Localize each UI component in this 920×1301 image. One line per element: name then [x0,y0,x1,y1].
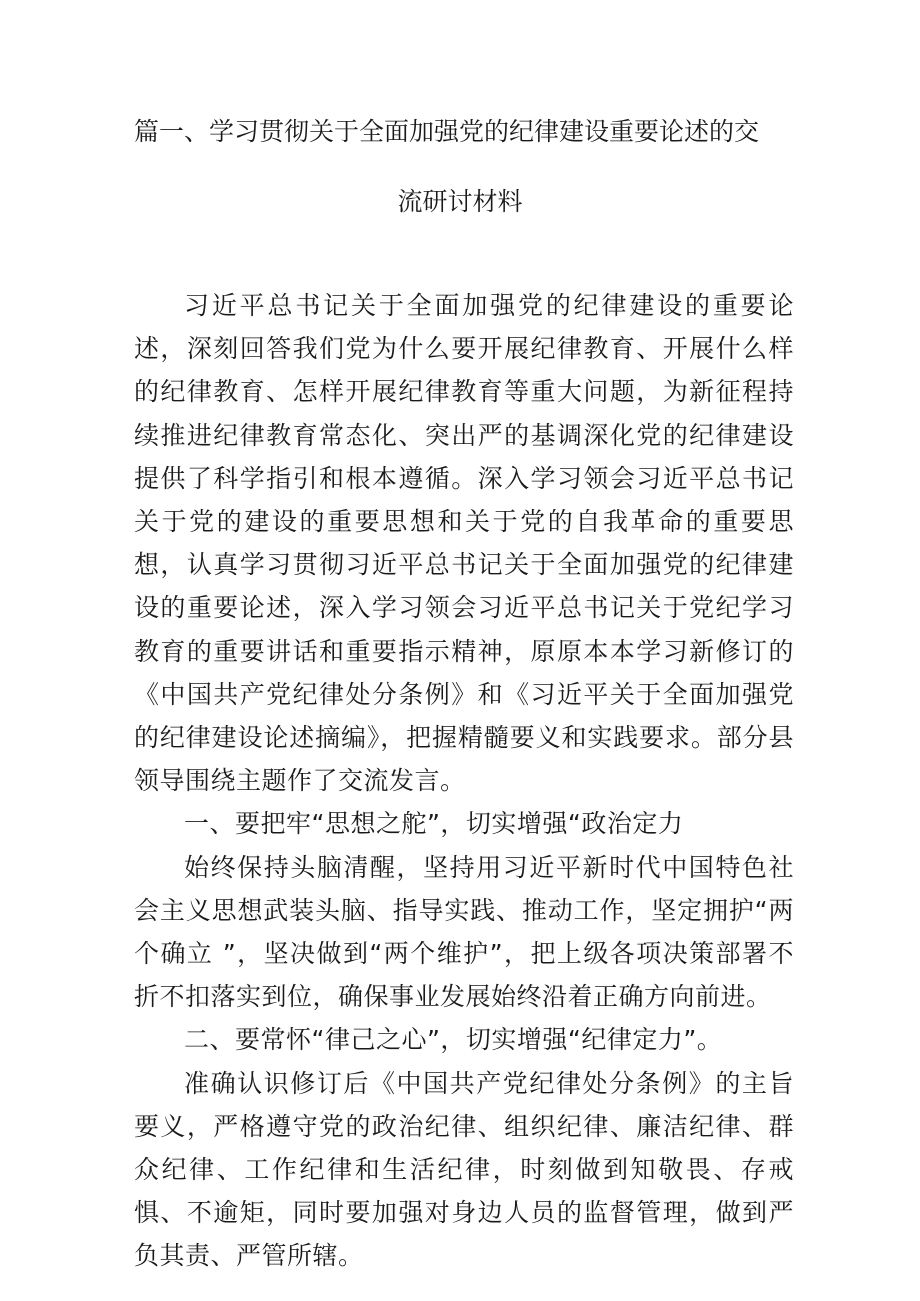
section-heading-1: 一、要把牢“思想之舵”，切实增强“政治定力 [184,809,684,839]
section-heading-2: 二、要常怀“律己之心”，切实增强“纪律定力”。 [184,1025,723,1055]
body-paragraph-section-1: 始终保持头脑清醒，坚持用习近平新时代中国特色社会主义思想武装头脑、指导实践、推动工作，坚定拥护“两个确立 ”，坚决做到“两个维护”，把上级各项决策部署不折不扣落实到位，确保事业发展始终沿着正确方向前进。 [134,852,794,1012]
body-paragraph-section-2: 准确认识修订后《中国共产党纪律处分条例》的主旨要义，严格遵守党的政治纪律、组织纪律、廉洁纪律、群众纪律、工作纪律和生活纪律，时刻做到知敬畏、存戒惧、不逾矩，同时要加强对身边人员的监督管理，做到严负其责、严管所辖。 [134,1068,794,1271]
document-body [134,284,794,1278]
body-paragraph-intro: 习近平总书记关于全面加强党的纪律建设的重要论述，深刻回答我们党为什么要开展纪律教育、开展什么样的纪律教育、怎样开展纪律教育等重大问题，为新征程持续推进纪律教育常态化、突出严的基调深化党的纪律建设提供了科学指引和根本遵循。深入学习领会习近平总书记关于党的建设的重要思想和关于党的自我革命的重要思想，认真学习贯彻习近平总书记关于全面加强党的纪律建设的重要论述，深入学习领会习近平总书记关于党纪学习教育的重要讲话和重要指示精神，原原本本学习新修订的《中国共产党纪律处分条例》和《习近平关于全面加强党的纪律建设论述摘编》，把握精髓要义和实践要求。部分县领导围绕主题作了交流发言。 [134,291,794,796]
document-title-line-1: 篇一、学习贯彻关于全面加强党的纪律建设重要论述的交 [134,117,760,146]
document-title-line-2: 流研讨材料 [397,187,523,216]
